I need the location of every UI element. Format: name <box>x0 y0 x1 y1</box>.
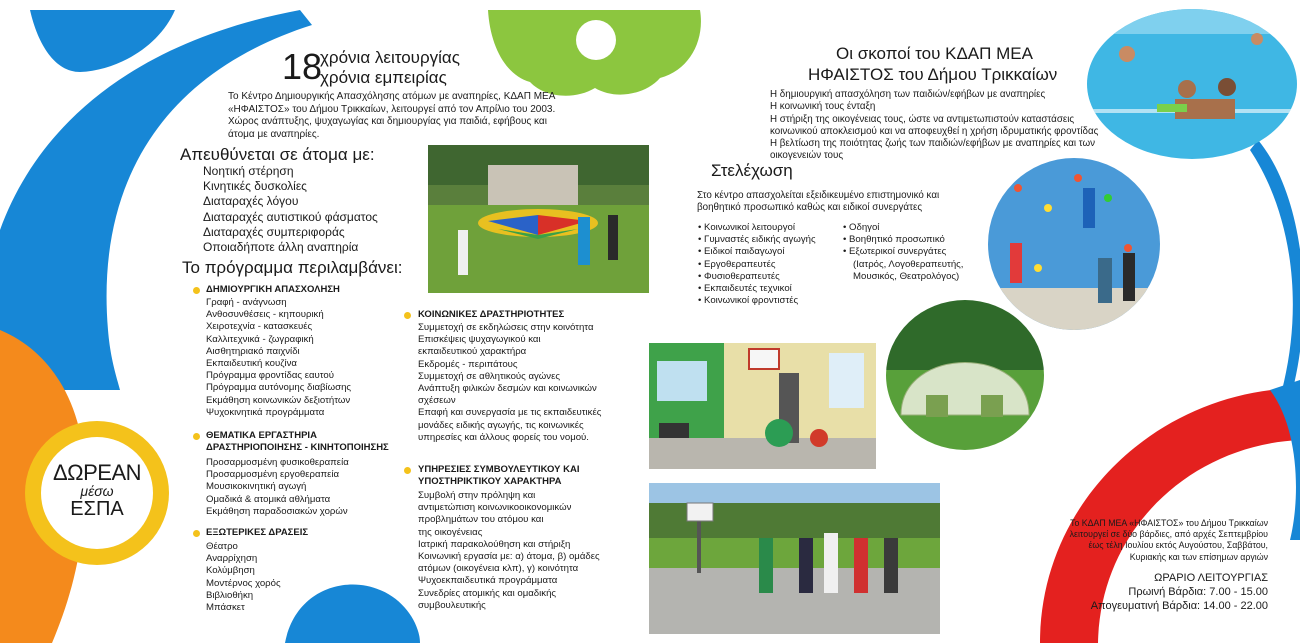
bullet-icon <box>404 467 411 474</box>
bullet-icon <box>193 433 200 440</box>
free-badge <box>47 462 147 520</box>
pool-photo <box>1087 9 1297 159</box>
years-line-2: χρόνια εμπειρίας <box>320 68 447 87</box>
list-item: Μπάσκετ <box>206 602 245 614</box>
list-item: Εκδρομές - περιπάτους <box>418 358 518 370</box>
list-item: Αναρρίχηση <box>206 553 258 565</box>
list-item: Εκμάθηση κοινωνικών δεξιοτήτων <box>206 394 351 406</box>
social-list <box>418 322 601 444</box>
list-item: Ανάπτυξη φιλικών δεσμών και κοινωνικών <box>418 383 597 395</box>
list-item: Αισθητηριακό παιχνίδι <box>206 345 300 357</box>
bullet-icon <box>404 312 411 319</box>
list-item: Συμβολή στην πρόληψη και <box>418 490 536 501</box>
list-item: Εκπαιδευτική κουζίνα <box>206 358 297 370</box>
list-item: Διαταραχές συμπεριφοράς <box>203 224 345 239</box>
list-item: υπηρεσίες και άλλους φορείς του νομού. <box>418 431 589 443</box>
years-number: 18 <box>282 46 323 87</box>
goals-title-1: Οι σκοποί του ΚΔΑΠ ΜΕΑ <box>836 44 1033 63</box>
list-item: Προσαρμοσμένη φυσικοθεραπεία <box>206 457 349 468</box>
list-item: Επαφή και συνεργασία με τις εκπαιδευτικές <box>418 407 602 419</box>
list-item: • Οδηγοί <box>843 222 880 233</box>
list-item: Κολύμβηση <box>206 565 255 577</box>
list-item: της οικογένειας <box>418 526 483 538</box>
list-item: Χειροτεχνία - κατασκευές <box>206 321 313 333</box>
list-item: • Εξωτερικοί συνεργάτες <box>843 246 947 258</box>
list-item: • Εκπαιδευτές τεχνικοί <box>698 283 792 295</box>
list-item: Κινητικές δυσκολίες <box>203 179 307 194</box>
intro-line: άτομα με αναπηρίες. <box>228 128 320 140</box>
staff-intro-line: βοηθητικό προσωπικό καθώς και ειδικοί συνεργάτες <box>697 202 923 214</box>
list-item: Εκμάθηση παραδοσιακών χορών <box>206 505 348 517</box>
bullet-icon <box>193 530 200 537</box>
list-item: Συμμετοχή σε εκδηλώσεις στην κοινότητα <box>418 322 594 333</box>
addressed-list <box>203 164 378 255</box>
hours-note-line: Το ΚΔΑΠ ΜΕΑ «ΗΦΑΙΣΤΟΣ» του Δήμου Τρικκαίων <box>1070 518 1268 528</box>
workshops-list <box>206 457 349 518</box>
intro-line: Χώρος ανάπτυξης, ψυχαγωγίας και δημιουργίας για παιδιά, εφήβους και <box>228 116 547 128</box>
list-item: • Γυμναστές ειδικής αγωγής <box>698 234 816 246</box>
section-title-workshops-1: ΘΕΜΑΤΙΚΑ ΕΡΓΑΣΤΗΡΙΑ <box>206 430 317 441</box>
staff-title: Στελέχωση <box>711 161 793 180</box>
basketball-photo <box>649 483 940 634</box>
list-item: οικογενειών τους <box>770 150 844 162</box>
hours-note <box>1040 518 1268 563</box>
list-item: κοινωνικού αποκλεισμού και να αποφευχθεί η χρήση ιδρυματικής φροντίδας <box>770 125 1099 137</box>
bullet-icon <box>193 287 200 294</box>
list-item: ατόμων (οικογένεια κλπ), γ) κοινότητα <box>418 563 579 575</box>
list-item: Η στήριξη της οικογένειας τους, ώστε να αντιμετωπιστούν καταστάσεις <box>770 113 1075 125</box>
list-item: Συνεδρίες ατομικής και ομαδικής <box>418 587 557 599</box>
section-title-workshops-2: ΔΡΑΣΤΗΡΙΟΠΟΙΗΣΗΣ - ΚΙΝΗΤΟΠΟΙΗΣΗΣ <box>206 442 389 453</box>
hours-note-line: έως τέλη Ιουλίου εκτός Αυγούστου, Σαββάτου, <box>1088 540 1268 551</box>
section-title-support-1: ΥΠΗΡΕΣΙΕΣ ΣΥΜΒΟΥΛΕΥΤΙΚΟΥ ΚΑΙ <box>418 464 580 475</box>
hours-note-line: λειτουργεί σε δύο βάρδιες, από αρχές Σεπτεμβρίου <box>1069 529 1268 540</box>
years-line-1: χρόνια λειτουργίας <box>320 48 460 67</box>
free-badge-line-1: ΔΩΡΕΑΝ <box>52 460 142 485</box>
addressed-title: Απευθύνεται σε άτομα με: <box>180 145 375 164</box>
list-item: Καλλιτεχνικά - ζωγραφική <box>206 333 314 345</box>
list-item: Μουσικός, Θεατρολόγος) <box>853 270 960 282</box>
list-item: • Κοινωνικοί φροντιστές <box>698 295 799 307</box>
list-item: εκπαιδευτικού χαρακτήρα <box>418 346 527 358</box>
outdoor-list <box>206 541 281 614</box>
list-item: Πρόγραμμα αυτόνομης διαβίωσης <box>206 382 352 394</box>
goals-list <box>770 89 1098 163</box>
list-item: Μοντέρνος χορός <box>206 577 281 589</box>
list-item: • Κοινωνικοί λειτουργοί <box>698 222 795 233</box>
list-item: • Εργοθεραπευτές <box>698 258 776 270</box>
list-item: Η βελτίωση της ποιότητας ζωής των παιδιών/εφήβων με αναπηρίες και των <box>770 138 1096 150</box>
free-badge-line-2: μέσω <box>80 483 114 499</box>
gym-room-photo <box>649 343 876 469</box>
list-item: προβλημάτων του ατόμου και <box>418 514 544 526</box>
list-item: Ανθοσυνθέσεις - κηπουρική <box>206 309 324 321</box>
goals-title-2: ΗΦΑΙΣΤΟΣ του Δήμου Τρικκαίων <box>808 65 1058 84</box>
list-item: Ομαδικά & ατομικά αθλήματα <box>206 493 331 505</box>
section-title-support-2: ΥΠΟΣΤΗΡΙΚΤΙΚΟΥ ΧΑΡΑΚΤΗΡΑ <box>418 476 562 487</box>
hours-morning: Πρωινή Βάρδια: 7.00 - 15.00 <box>1128 586 1268 598</box>
section-title-social: ΚΟΙΝΩΝΙΚΕΣ ΔΡΑΣΤΗΡΙΟΤΗΤΕΣ <box>418 309 565 320</box>
list-item: συμβουλευτικής <box>418 599 486 611</box>
staff-intro-line: Στο κέντρο απασχολείται εξειδικευμένο επιστημονικό και <box>697 190 940 201</box>
climbing-wall-photo <box>988 158 1160 330</box>
list-item: αντιμετώπιση κοινωνικοοικονομικών <box>418 502 572 514</box>
list-item: Η δημιουργική απασχόληση των παιδιών/εφήβων με αναπηρίες <box>770 89 1046 100</box>
intro-line: Το Κέντρο Δημιουργικής Απασχόλησης ατόμων με αναπηρίες, ΚΔΑΠ ΜΕΑ <box>228 91 556 102</box>
intro-text <box>228 91 558 141</box>
list-item: • Ειδικοί παιδαγωγοί <box>698 246 785 258</box>
list-item: Ιατρική παρακολούθηση και στήριξη <box>418 538 571 550</box>
section-title-outdoor: ΕΞΩΤΕΡΙΚΕΣ ΔΡΑΣΕΙΣ <box>206 527 309 538</box>
list-item: Βιβλιοθήκη <box>206 589 254 601</box>
staff-list-1 <box>698 222 816 307</box>
list-item: • Βοηθητικό προσωπικό <box>843 234 945 246</box>
list-item: Συμμετοχή σε αθλητικούς αγώνες <box>418 370 560 382</box>
support-list <box>418 490 600 612</box>
staff-list-2 <box>843 222 963 283</box>
list-item: Οποιαδήποτε άλλη αναπηρία <box>203 240 359 255</box>
hours-note-line: Κυριακής και των επίσημων αργιών <box>1129 551 1268 562</box>
list-item: σχέσεων <box>418 395 456 407</box>
program-title: Το πρόγραμμα περιλαμβάνει: <box>182 258 403 277</box>
list-item: Κοινωνική εργασία με: α) άτομα, β) ομάδες <box>418 551 600 563</box>
list-item: Η κοινωνική τους ένταξη <box>770 101 876 113</box>
list-item: Επισκέψεις ψυχαγωγικού και <box>418 334 541 346</box>
list-item: Ψυχοκινητικά προγράμματα <box>206 406 325 418</box>
list-item: Γραφή - ανάγνωση <box>206 297 287 308</box>
list-item: • Φυσιοθεραπευτές <box>698 270 780 282</box>
list-item: Διαταραχές αυτιστικού φάσματος <box>203 209 378 224</box>
list-item: Θέατρο <box>206 541 238 552</box>
greenhouse-photo <box>886 300 1044 450</box>
hours-title: ΩΡΑΡΙΟ ΛΕΙΤΟΥΡΓΙΑΣ <box>1154 572 1268 584</box>
parachute-game-photo <box>428 145 649 293</box>
list-item: Πρόγραμμα φροντίδας εαυτού <box>206 370 335 382</box>
intro-line: «ΗΦΑΙΣΤΟΣ» του Δήμου Τρικκαίων, λειτουργεί από τον Απρίλιο του 2003. <box>228 103 556 115</box>
staff-intro <box>697 190 939 215</box>
list-item: Νοητική στέρηση <box>203 164 294 178</box>
list-item: Προσαρμοσμένη εργοθεραπεία <box>206 469 340 481</box>
list-item: Μουσικοκινητική αγωγή <box>206 481 307 493</box>
list-item: Ψυχοεκπαιδευτικά προγράμματα <box>418 575 558 587</box>
hours-block <box>1040 571 1268 613</box>
list-item: μονάδες ειδικής αγωγής, τις κοινωνικές <box>418 419 584 431</box>
list-item: (Ιατρός, Λογοθεραπευτής, <box>853 258 964 270</box>
section-title-creative: ΔΗΜΙΟΥΡΓΙΚΗ ΑΠΑΣΧΟΛΗΣΗ <box>206 284 340 295</box>
hours-afternoon: Απογευματινή Βάρδια: 14.00 - 22.00 <box>1090 600 1268 612</box>
free-badge-line-3: ΕΣΠΑ <box>70 498 124 520</box>
list-item: Διαταραχές λόγου <box>203 194 299 209</box>
creative-list <box>206 297 351 419</box>
